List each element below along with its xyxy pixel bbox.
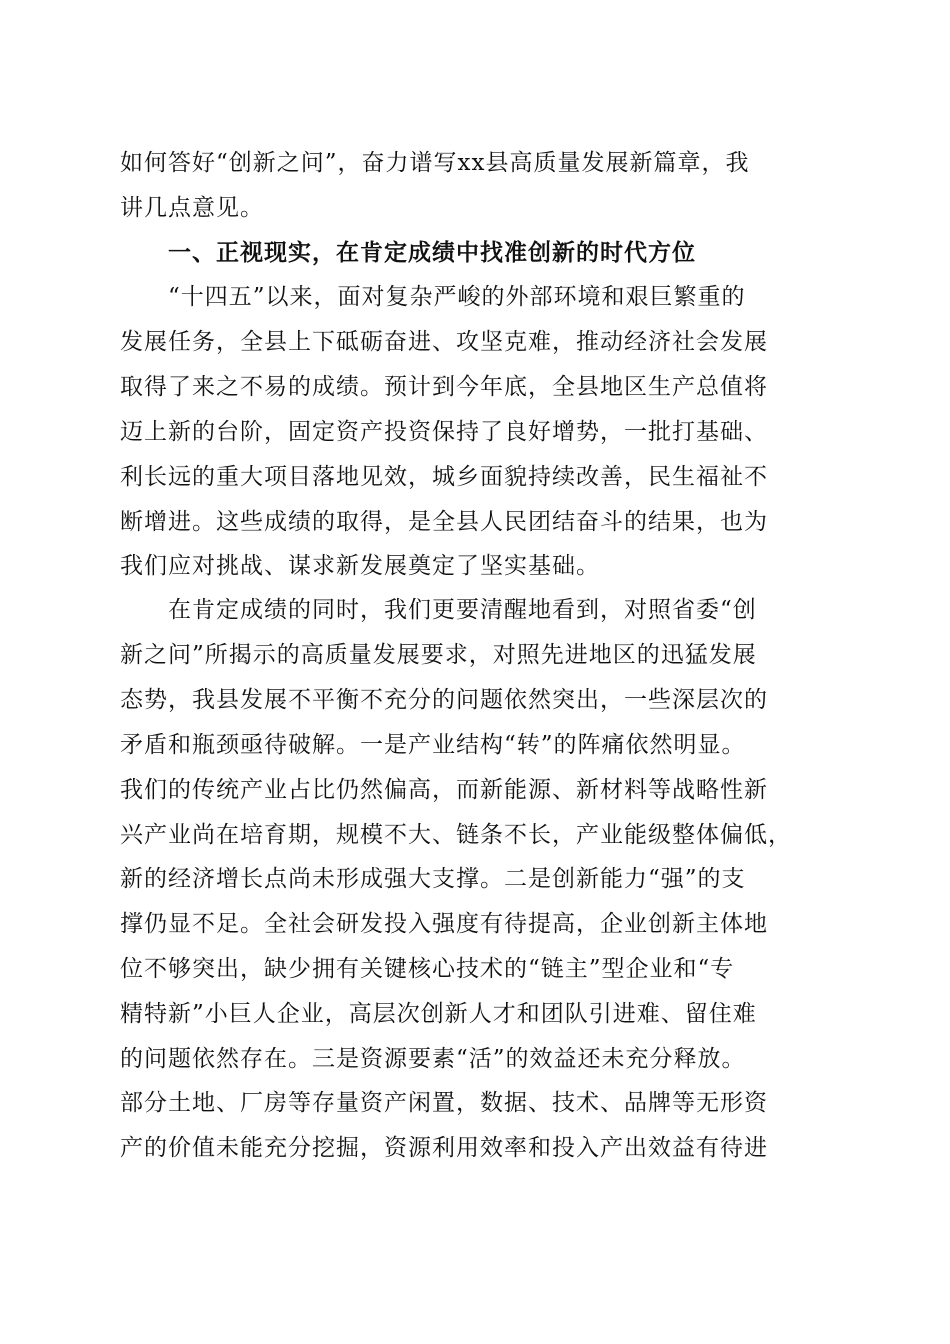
problems-line-4: 矛盾和瓶颈亟待破解。一是产业结构“转”的阵痛依然明显。 (120, 732, 746, 758)
problems-line-6: 兴产业尚在培育期，规模不大、链条不长，产业能级整体偏低， (120, 822, 792, 848)
intro-line-1: 如何答好“创新之问”，奋力谱写xx县高质量发展新篇章，我 (120, 150, 750, 176)
problems-line-8: 撑仍显不足。全社会研发投入强度有待提高，企业创新主体地 (120, 911, 768, 937)
problems-line-10: 精特新”小巨人企业，高层次创新人才和团队引进难、留住难 (120, 1001, 757, 1027)
problems-line-13: 产的价值未能充分挖掘，资源利用效率和投入产出效益有待进 (120, 1135, 768, 1161)
achievements-line-1: “十四五”以来，面对复杂严峻的外部环境和艰巨繁重的 (168, 284, 746, 310)
achievements-line-5: 利长远的重大项目落地见效，城乡面貌持续改善，民生福祉不 (120, 464, 768, 490)
problems-line-3: 态势，我县发展不平衡不充分的问题依然突出，一些深层次的 (120, 687, 768, 713)
achievements-line-2: 发展任务，全县上下砥砺奋进、攻坚克难，推动经济社会发展 (120, 329, 768, 355)
section-1-heading: 一、正视现实，在肯定成绩中找准创新的时代方位 (168, 240, 696, 266)
problems-line-2: 新之问”所揭示的高质量发展要求，对照先进地区的迅猛发展 (120, 642, 757, 668)
problems-line-11: 的问题依然存在。三是资源要素“活”的效益还未充分释放。 (120, 1046, 746, 1072)
intro-line-2: 讲几点意见。 (120, 195, 264, 221)
achievements-line-3: 取得了来之不易的成绩。预计到今年底，全县地区生产总值将 (120, 374, 768, 400)
achievements-line-6: 断增进。这些成绩的取得，是全县人民团结奋斗的结果，也为 (120, 509, 768, 535)
problems-line-12: 部分土地、厂房等存量资产闲置，数据、技术、品牌等无形资 (120, 1090, 768, 1116)
achievements-line-7: 我们应对挑战、谋求新发展奠定了坚实基础。 (120, 553, 600, 579)
problems-line-7: 新的经济增长点尚未形成强大支撑。二是创新能力“强”的支 (120, 866, 746, 892)
problems-line-1: 在肯定成绩的同时，我们更要清醒地看到，对照省委“创 (168, 597, 757, 623)
problems-line-5: 我们的传统产业占比仍然偏高，而新能源、新材料等战略性新 (120, 777, 768, 803)
problems-line-9: 位不够突出，缺少拥有关键核心技术的“链主”型企业和“专 (120, 956, 735, 982)
achievements-line-4: 迈上新的台阶，固定资产投资保持了良好增势，一批打基础、 (120, 419, 768, 445)
